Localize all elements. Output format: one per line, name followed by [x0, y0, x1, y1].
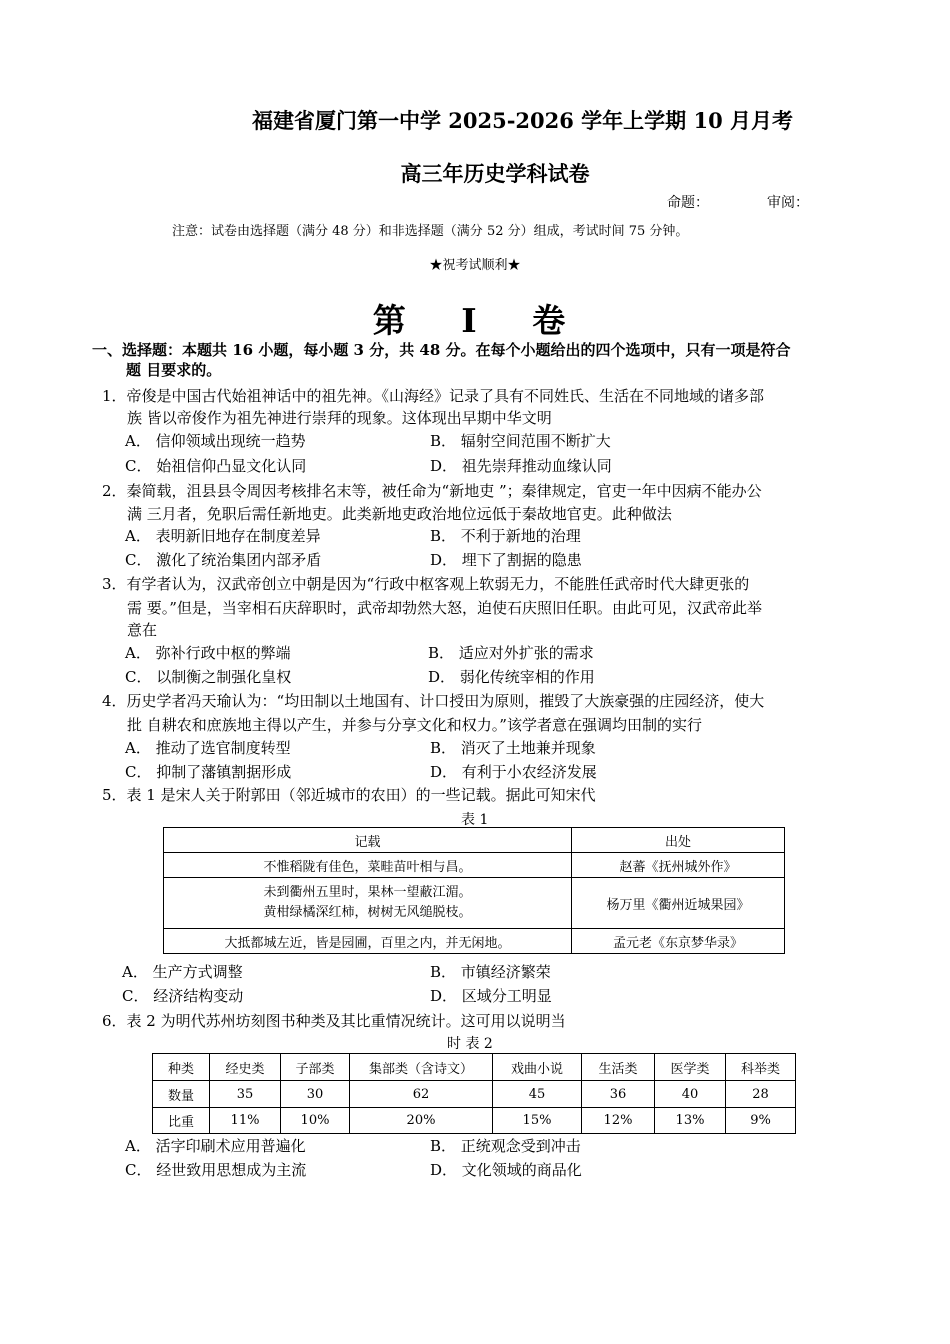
- table-1-source: 赵蕃《抚州城外作》: [572, 853, 785, 878]
- q3-option-b[interactable]: B． 适应对外扩张的需求: [428, 644, 594, 662]
- q5-option-c[interactable]: C． 经济结构变动: [122, 987, 244, 1005]
- table-2-header-row: [153, 1054, 796, 1081]
- table-2-header-cell: 戏曲小说: [493, 1054, 582, 1081]
- exam-subtitle: 高三年历史学科试卷: [400, 161, 590, 186]
- section-instructions: [92, 340, 791, 380]
- table-2-header-cell: 种类: [153, 1054, 210, 1081]
- q1-option-d[interactable]: D． 祖先崇拜推动血缘认同: [430, 457, 612, 475]
- table-2-cell: 10%: [281, 1108, 350, 1134]
- q4-option-d[interactable]: D． 有利于小农经济发展: [430, 763, 597, 781]
- question-3-line-2: 需 要。”但是，当宰相石庆辞职时，武帝却勃然大怒，迫使石庆照旧任职。由此可见，汉武帝此举: [127, 599, 762, 617]
- table-2-cell: 62: [350, 1081, 493, 1108]
- table-1-header-row: [164, 828, 785, 853]
- table-row: [164, 853, 785, 878]
- table-1-caption: 表 1: [461, 812, 489, 828]
- section-line-2: 题 目要求的。: [126, 361, 222, 379]
- table-2-cell: 13%: [655, 1108, 726, 1134]
- table-2-cell: 28: [726, 1081, 796, 1108]
- question-2-line-2: 满 三月者，免职后需任新地吏。此类新地吏政治地位远低于秦故地官吏。此种做法: [127, 505, 672, 523]
- q6-option-a[interactable]: A． 活字印刷术应用普遍化: [125, 1137, 306, 1155]
- q5-option-d[interactable]: D． 区域分工明显: [430, 987, 552, 1005]
- good-luck-line: ★祝考试顺利★: [429, 258, 521, 273]
- table-row: [164, 929, 785, 954]
- q5-option-a[interactable]: A． 生产方式调整: [122, 963, 243, 981]
- q2-option-b[interactable]: B． 不利于新地的治理: [430, 527, 581, 545]
- table-2-cell: 20%: [350, 1108, 493, 1134]
- table-2-header-cell: 经史类: [210, 1054, 281, 1081]
- q6-option-c[interactable]: C． 经世致用思想成为主流: [125, 1161, 307, 1179]
- q6-option-d[interactable]: D． 文化领域的商品化: [430, 1161, 582, 1179]
- table-row: [164, 878, 785, 929]
- table-2-cell: 15%: [493, 1108, 582, 1134]
- q1-option-a[interactable]: A． 信仰领域出现统一趋势: [125, 432, 306, 450]
- table-row: [153, 1081, 796, 1108]
- question-1-line-2: 族 皆以帝俊作为祖先神进行崇拜的现象。这体现出早期中华文明: [127, 409, 552, 427]
- table-1-record: 不惟稻陇有佳色，菜畦苗叶相与昌。: [164, 853, 572, 878]
- q4-option-c[interactable]: C． 抑制了藩镇割据形成: [125, 763, 292, 781]
- q1-option-c[interactable]: C． 始祖信仰凸显文化认同: [125, 457, 307, 475]
- table-2-row-label: 数量: [153, 1081, 210, 1108]
- q3-option-d[interactable]: D． 弱化传统宰相的作用: [428, 668, 595, 686]
- table-2-cell: 36: [582, 1081, 655, 1108]
- q1-option-b[interactable]: B． 辐射空间范围不断扩大: [430, 432, 611, 450]
- table-2-header-cell: 集部类（含诗文）: [350, 1054, 493, 1081]
- table-2: [152, 1053, 796, 1134]
- table-1-header-record: 记载: [164, 828, 572, 853]
- table-1-source: 孟元老《东京梦华录》: [572, 929, 785, 954]
- table-2-header-cell: 科举类: [726, 1054, 796, 1081]
- table-1-record-poem: [164, 878, 572, 929]
- q3-option-a[interactable]: A． 弥补行政中枢的弊端: [125, 644, 291, 662]
- table-2-cell: 30: [281, 1081, 350, 1108]
- volume-heading: 第 I 卷: [372, 301, 588, 340]
- table-2-cell: 40: [655, 1081, 726, 1108]
- exam-notice: 注意：试卷由选择题（满分 48 分）和非选择题（满分 52 分）组成，考试时间 75 分钟。: [172, 224, 689, 239]
- q2-option-c[interactable]: C． 激化了统治集团内部矛盾: [125, 551, 322, 569]
- table-row: [153, 1108, 796, 1134]
- table-2-header-cell: 医学类: [655, 1054, 726, 1081]
- table-1-source: 杨万里《衢州近城果园》: [572, 878, 785, 929]
- table-2-cell: 12%: [582, 1108, 655, 1134]
- question-3-line-3: 意在: [127, 621, 158, 639]
- question-6-line-1: 6．表 2 为明代苏州坊刻图书种类及其比重情况统计。这可用以说明当: [102, 1012, 566, 1030]
- table-1: [163, 827, 785, 954]
- table-2-cell: 35: [210, 1081, 281, 1108]
- q4-option-a[interactable]: A． 推动了选官制度转型: [125, 739, 291, 757]
- table-1-record-line-2: 黄柑绿橘深红柿，树树无风缒脱枝。: [263, 905, 472, 920]
- table-2-row-label: 比重: [153, 1108, 210, 1134]
- question-2-line-1: 2．秦简载，沮县县令周因考核排名末等，被任命为“新地吏 ”；秦律规定，官吏一年中因病不能办公: [102, 482, 762, 500]
- table-2-cell: 45: [493, 1081, 582, 1108]
- table-2-caption: 时 表 2: [447, 1036, 493, 1052]
- proposer-label: 命题：: [667, 195, 709, 211]
- q3-option-c[interactable]: C． 以制衡之制强化皇权: [125, 668, 292, 686]
- q6-option-b[interactable]: B． 正统观念受到冲击: [430, 1137, 581, 1155]
- table-2-cell: 11%: [210, 1108, 281, 1134]
- table-2-header-cell: 子部类: [281, 1054, 350, 1081]
- table-1-header-source: 出处: [572, 828, 785, 853]
- table-2-cell: 9%: [726, 1108, 796, 1134]
- table-1-record: 大抵都城左近，皆是园圃，百里之内，并无闲地。: [164, 929, 572, 954]
- table-2-header-cell: 生活类: [582, 1054, 655, 1081]
- q4-option-b[interactable]: B． 消灭了土地兼并现象: [430, 739, 596, 757]
- table-1-record-line-1: 未到衢州五里时，果林一望蔽江湄。: [263, 885, 472, 900]
- exam-title: 福建省厦门第一中学 2025-2026 学年上学期 10 月月考: [251, 108, 794, 133]
- q2-option-d[interactable]: D． 埋下了割据的隐患: [430, 551, 582, 569]
- q5-option-b[interactable]: B． 市镇经济繁荣: [430, 963, 551, 981]
- question-3-line-1: 3．有学者认为，汉武帝创立中朝是因为“行政中枢客观上软弱无力，不能胜任武帝时代大肆更张的: [102, 575, 750, 593]
- section-line-1: 一、选择题：本题共 16 小题，每小题 3 分，共 48 分。在每个小题给出的四个选项中，只有一项是符合: [92, 341, 791, 359]
- question-4-line-2: 批 自耕农和庶族地主得以产生，并参与分享文化和权力。”该学者意在强调均田制的实行: [127, 716, 702, 734]
- q2-option-a[interactable]: A． 表明新旧地存在制度差异: [125, 527, 321, 545]
- question-1-line-1: 1．帝俊是中国古代始祖神话中的祖先神。《山海经》记录了具有不同姓氏、生活在不同地域的诸多部: [102, 387, 765, 405]
- reviewer-label: 审阅：: [767, 195, 809, 211]
- question-4-line-1: 4．历史学者冯天瑜认为：“均田制以土地国有、计口授田为原则，摧毁了大族豪强的庄园经济，使大: [102, 692, 765, 710]
- question-5-line-1: 5．表 1 是宋人关于附郭田（邻近城市的农田）的一些记载。据此可知宋代: [102, 786, 596, 804]
